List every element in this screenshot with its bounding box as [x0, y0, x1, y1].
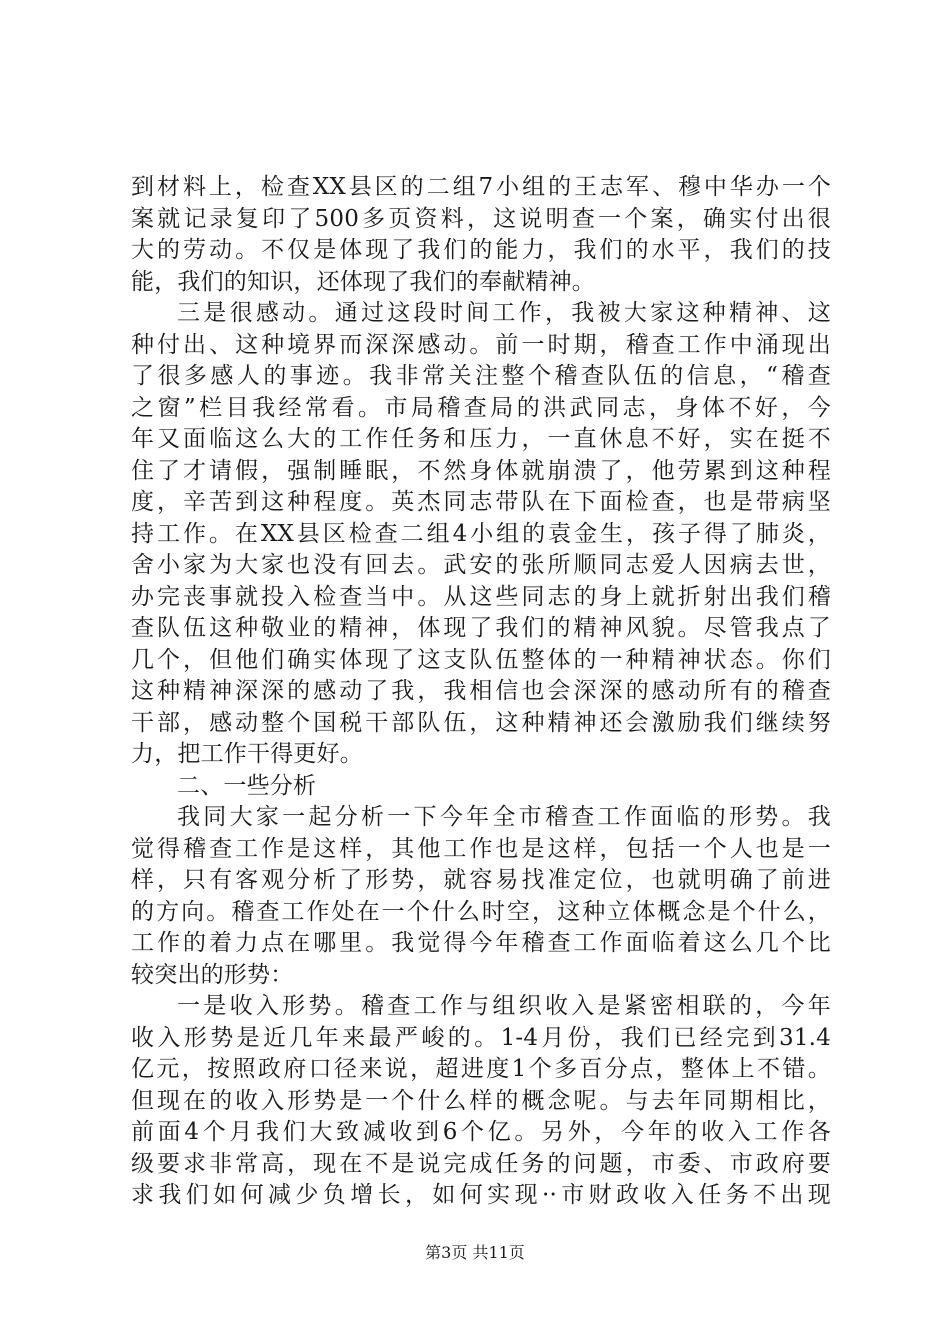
body-text	[131, 172, 831, 1212]
text-line: 工作的着力点在哪里。我觉得今年稽查工作面临着这么几个比	[131, 930, 831, 956]
text-line: 二、一些分析	[177, 772, 317, 799]
text-line: 但现在的收入形势是一个什么样的概念呢。与去年同期相比，	[131, 1087, 831, 1114]
text-line: 求我们如何减少负增长，如何实现··市财政收入任务不出现	[131, 1182, 831, 1208]
text-line: 力，把工作干得更好。	[131, 741, 363, 767]
text-line: 舍小家为大家也没有回去。武安的张所顺同志爱人因病去世，	[131, 552, 831, 578]
text-line: 较突出的形势：	[131, 961, 294, 988]
text-line: 几个，但他们确实体现了这支队伍整体的一种精神状态。你们	[131, 646, 831, 673]
text-line: 觉得稽查工作是这样，其他工作也是这样，包括一个人也是一	[131, 835, 831, 862]
text-line: 之窗”栏目我经常看。市局稽查局的洪武同志，身体不好，今	[131, 394, 831, 421]
text-line: 到材料上，检查XX县区的二组7小组的王志军、穆中华办一个	[131, 174, 831, 200]
text-line: 年又面临这么大的工作任务和压力，一直休息不好，实在挺不	[131, 426, 831, 452]
text-line: 这种精神深深的感动了我，我相信也会深深的感动所有的稽查	[131, 678, 831, 704]
text-line: 度，辛苦到这种程度。英杰同志带队在下面检查，也是带病坚	[131, 489, 831, 515]
text-line: 持工作。在XX县区检查二组4小组的袁金生，孩子得了肺炎，	[131, 520, 831, 547]
text-line: 种付出、这种境界而深深感动。前一时期，稽查工作中涌现出	[131, 331, 831, 358]
text-line: 三是很感动。通过这段时间工作，我被大家这种精神、这	[177, 300, 831, 326]
page-footer: 第3页 共11页	[425, 1243, 525, 1262]
text-line: 的方向。稽查工作处在一个什么时空，这种立体概念是个什么，	[131, 898, 831, 925]
text-line: 亿元，按照政府口径来说，超进度1个多百分点，整体上不错。	[131, 1056, 831, 1082]
text-line: 案就记录复印了500多页资料，这说明查一个案，确实付出很	[131, 205, 831, 232]
text-line: 能，我们的知识，还体现了我们的奉献精神。	[131, 268, 595, 295]
text-line: 大的劳动。不仅是体现了我们的能力，我们的水平，我们的技	[131, 237, 831, 263]
text-line: 查队伍这种敬业的精神，体现了我们的精神风貌。尽管我点了	[131, 615, 831, 641]
text-line: 住了才请假，强制睡眠，不然身体就崩溃了，他劳累到这种程	[131, 457, 831, 484]
text-line: 办完丧事就投入检查当中。从这些同志的身上就折射出我们稽	[131, 583, 831, 610]
text-line: 前面4个月我们大致减收到6个亿。另外，今年的收入工作各	[131, 1119, 831, 1145]
text-line: 一是收入形势。稽查工作与组织收入是紧密相联的，今年	[177, 993, 831, 1019]
text-line: 了很多感人的事迹。我非常关注整个稽查队伍的信息，“稽查	[131, 363, 831, 389]
text-line: 样，只有客观分析了形势，就容易找准定位，也就明确了前进	[131, 867, 831, 893]
text-line: 我同大家一起分析一下今年全市稽查工作面临的形势。我	[177, 804, 831, 830]
text-line: 级要求非常高，现在不是说完成任务的问题，市委、市政府要	[131, 1150, 831, 1177]
text-line: 收入形势是近几年来最严峻的。1-4月份，我们已经完到31.4	[131, 1024, 831, 1051]
text-line: 干部，感动整个国税干部队伍，这种精神还会激励我们继续努	[131, 709, 831, 736]
